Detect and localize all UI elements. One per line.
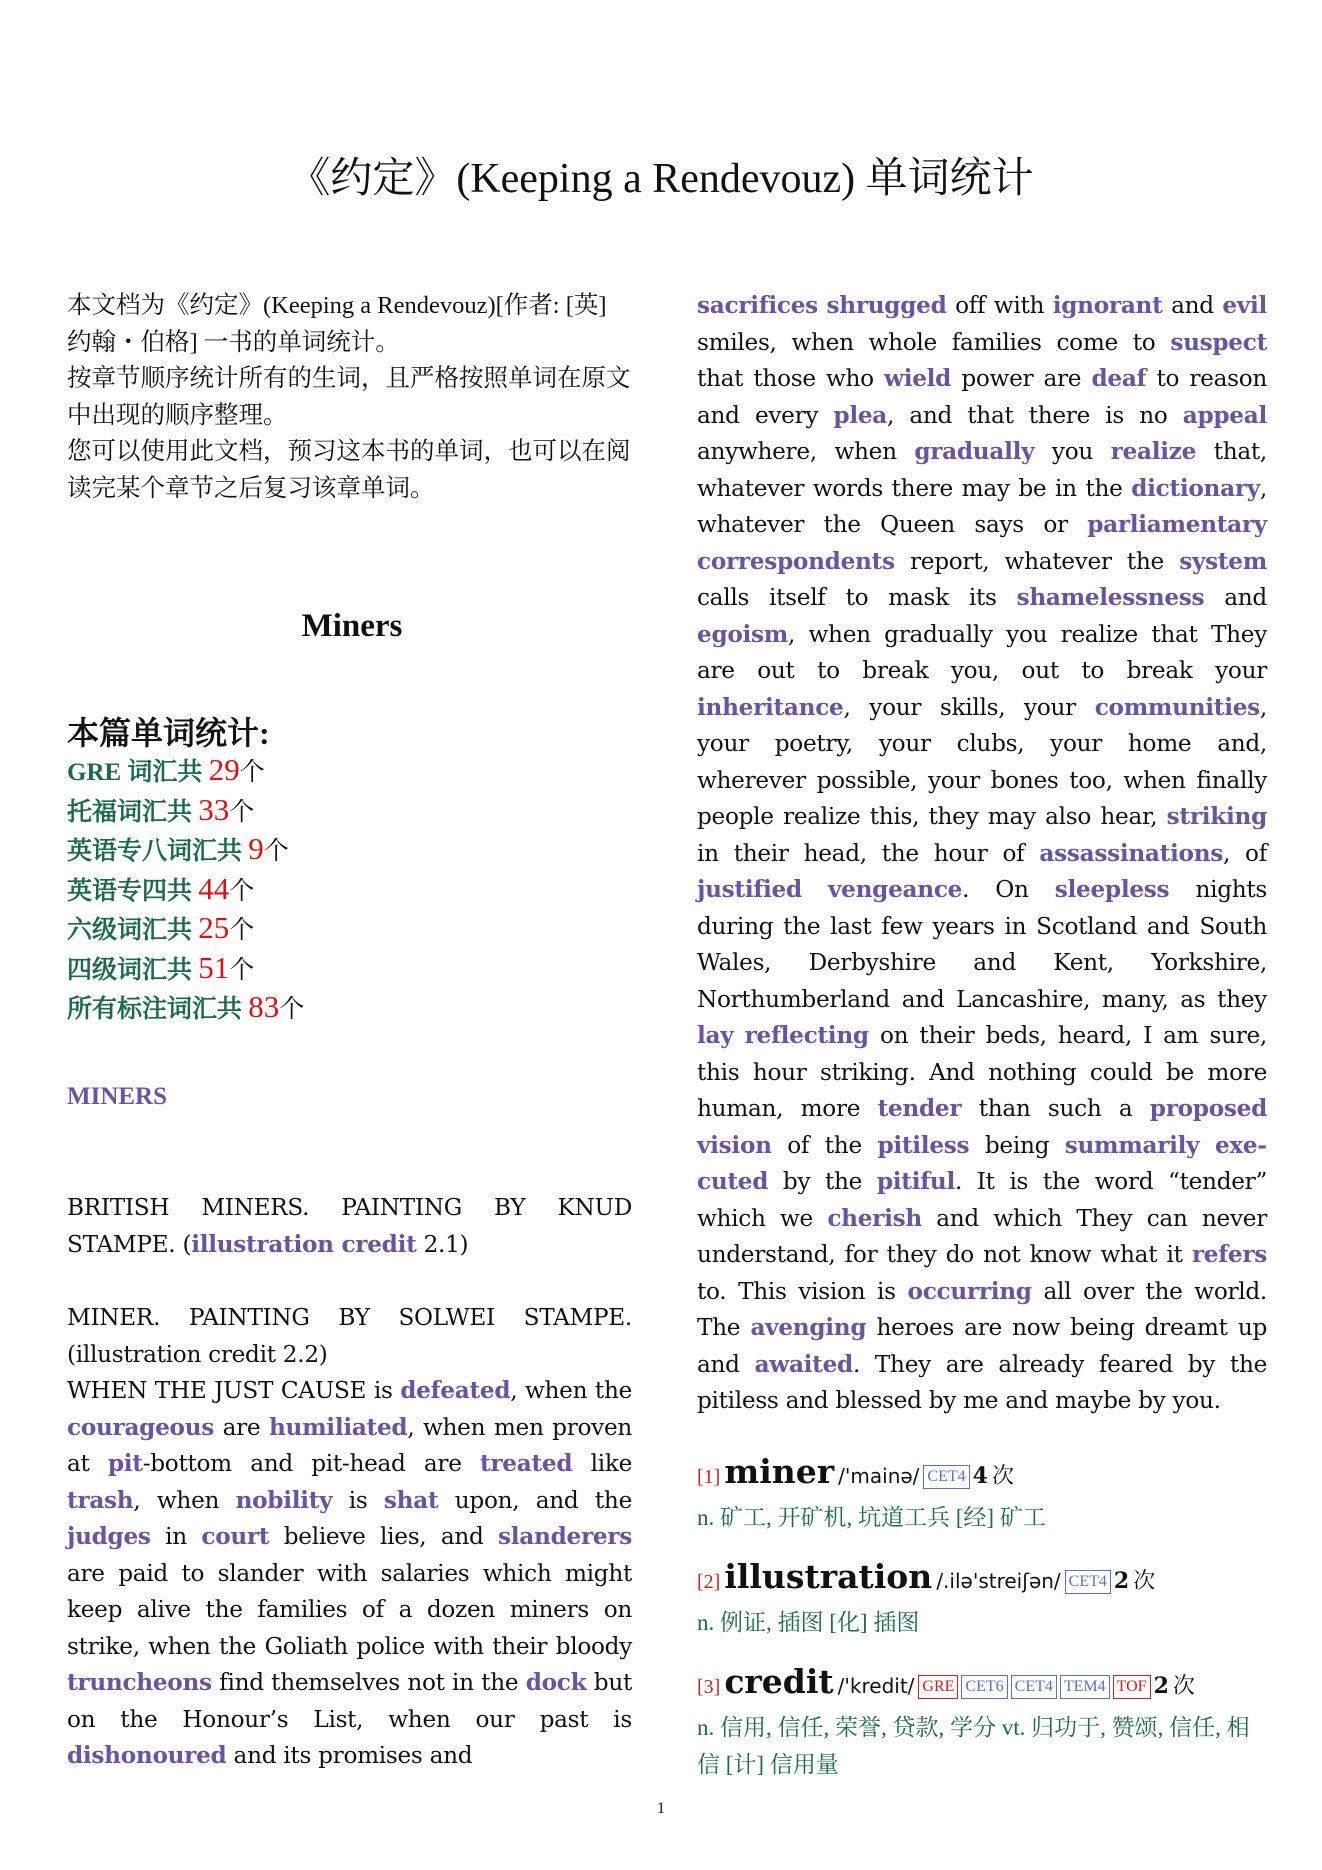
passage-text: find themselves not in the	[211, 1669, 526, 1696]
passage-text: anywhere, when	[697, 438, 915, 465]
vocab-highlight: treated	[479, 1450, 573, 1477]
vocab-highlight: tender	[877, 1095, 962, 1122]
vocab-highlight: pitiful	[876, 1168, 955, 1195]
passage-text: heroes are now being dreamt up and	[697, 1314, 1267, 1378]
passage-text: of the	[771, 1131, 878, 1159]
passage-text: being	[969, 1131, 1065, 1159]
vocab-word: illustration	[724, 1557, 933, 1596]
vocab-highlight: slanderers	[498, 1523, 632, 1550]
exam-tag-cet6: CET6	[961, 1675, 1007, 1699]
vocab-highlight: occurring	[907, 1277, 1032, 1305]
vocab-highlight: nobility	[235, 1486, 333, 1514]
passage-text: are	[214, 1413, 269, 1441]
vocab-highlight: appeal	[1182, 401, 1267, 429]
vocab-highlight: gradually	[914, 438, 1035, 465]
passage-text: -bottom and pit-head are	[142, 1450, 480, 1477]
vocab-word: credit	[724, 1662, 834, 1701]
passage-text: , and that there is no	[887, 401, 1183, 429]
passage-text: . On	[962, 876, 1055, 903]
stat-row-cet6	[67, 910, 304, 950]
vocab-highlight: communities	[1094, 693, 1260, 721]
vocab-phonetic: /'mainə/	[838, 1464, 920, 1488]
vocab-highlight: lay	[697, 1022, 734, 1049]
vocab-highlight: parliamentary	[1087, 511, 1267, 538]
vocab-header	[697, 1662, 1267, 1709]
passage-text: , whatever the Queen says or	[697, 474, 1267, 538]
stat-label: GRE 词汇共	[67, 759, 203, 786]
stat-label: 托福词汇共	[67, 798, 193, 826]
vocab-tags	[1065, 1575, 1114, 1592]
passage-text: report, whatever the	[894, 547, 1180, 575]
vocab-highlight: dishonoured	[67, 1742, 227, 1769]
passage-text: and	[1162, 292, 1223, 319]
vocab-highlight: shat	[383, 1486, 439, 1514]
stat-unit: 个	[279, 996, 305, 1023]
vocab-highlight: inheritance	[697, 693, 844, 721]
vocab-highlight: summarily	[1064, 1131, 1200, 1159]
exam-tag-cet4: CET4	[923, 1465, 969, 1489]
passage-text: in their head, the hour of	[697, 839, 1040, 867]
passage-text: power are	[951, 365, 1092, 392]
passage-text: , your poetry, your clubs, your home and, wherever possible, your bones too, when finally people realize this, they may also hear,	[697, 693, 1267, 830]
passage-text: , your skills, your	[843, 693, 1095, 721]
exam-tag-tof: TOF	[1113, 1675, 1151, 1699]
vocab-times-label: 次	[1172, 1673, 1195, 1698]
vocab-entry	[697, 1557, 1267, 1641]
intro-section	[67, 288, 637, 507]
stat-label: 四级词汇共	[67, 956, 193, 984]
passage-text: . They are already feared by the pitiless and blessed by me and maybe by you.	[697, 1350, 1267, 1414]
caption-text: 2.1)	[416, 1230, 469, 1258]
stat-count: 33	[198, 791, 230, 827]
stat-row-all	[67, 989, 304, 1029]
vocab-word: miner	[724, 1452, 835, 1491]
passage-text: but on the Honour’s List, when our past is	[67, 1669, 633, 1733]
vocab-highlight: pit	[107, 1450, 143, 1477]
vocab-highlight: executed	[697, 1131, 1267, 1195]
vocab-highlight: vengeance	[828, 876, 963, 903]
vocab-definition: n. 信用, 信任, 荣誉, 贷款, 学分 vt. 归功于, 赞颂, 信任, 相信 [计] 信用量	[697, 1715, 1250, 1777]
vocab-highlight: shamelessness	[1016, 584, 1205, 611]
vocab-highlight: assassinations	[1039, 839, 1224, 867]
caption-2-block	[67, 1300, 632, 1775]
exam-tag-gre: GRE	[918, 1675, 958, 1699]
section-label: MINERS	[67, 1083, 168, 1110]
intro-paragraph: 本文档为《约定》(Keeping a Rendevouz)[作者: [英] 约翰・伯格] 一书的单词统计。	[67, 292, 607, 356]
stat-unit: 个	[229, 956, 255, 984]
passage-text	[733, 1022, 744, 1049]
passage-text: that, whatever words there may be in the	[697, 438, 1267, 502]
vocab-highlight: truncheons	[67, 1669, 212, 1696]
stat-unit: 个	[263, 838, 289, 865]
stat-row-tem8	[67, 831, 304, 871]
vocab-highlight: defeated	[400, 1377, 511, 1404]
vocab-highlight: striking	[1166, 803, 1267, 830]
passage-text: by the	[768, 1168, 877, 1195]
stat-label: 英语专四共	[67, 877, 193, 905]
vocab-highlight: shrugged	[826, 292, 947, 319]
vocab-highlight: egoism	[697, 620, 789, 648]
page-number: 1	[657, 1800, 665, 1817]
passage-text: smiles, when whole families come to	[697, 328, 1171, 356]
vocab-highlight: cherish	[827, 1204, 922, 1232]
vocab-highlight: court	[201, 1523, 270, 1550]
vocab-index: [1]	[697, 1466, 721, 1488]
passage-right	[697, 288, 1267, 1420]
vocab-highlight: refers	[1191, 1241, 1267, 1268]
passage-text: believe lies, and	[269, 1523, 499, 1550]
stat-row-cet4	[67, 950, 304, 990]
stat-unit: 个	[229, 877, 255, 905]
vocab-tags	[918, 1680, 1153, 1697]
passage-text: are paid to slander with salaries which might keep alive the families of a dozen miners on strike, when the Goliath police with their bloody	[67, 1559, 632, 1660]
vocab-highlight: avenging	[750, 1314, 867, 1341]
passage-text: off with	[946, 292, 1053, 319]
vocab-highlight: plea	[833, 401, 888, 429]
vocab-phonetic: /'kredit/	[837, 1674, 915, 1698]
stat-row-toefl	[67, 792, 304, 832]
vocab-highlight: sleepless	[1054, 876, 1170, 903]
vocab-count: 2	[1113, 1568, 1130, 1594]
vocab-highlight: ignorant	[1052, 292, 1163, 319]
vocab-entry	[697, 1662, 1267, 1783]
vocab-header	[697, 1452, 1267, 1499]
intro-paragraph: 按章节顺序统计所有的生词，且严格按照单词在原文中出现的顺序整理。	[67, 365, 631, 429]
vocab-highlight: pitiless	[877, 1131, 970, 1159]
vocab-highlight: justified	[697, 876, 802, 903]
passage-text: and its promises and	[226, 1742, 473, 1769]
intro-paragraph: 您可以使用此文档，预习这本书的单词，也可以在阅读完某个章节之后复习该章单词。	[67, 438, 631, 502]
exam-tag-cet4: CET4	[1011, 1675, 1057, 1699]
vocab-index: [2]	[697, 1571, 721, 1593]
vocab-highlight: evil	[1222, 292, 1268, 319]
passage-text: , when the	[510, 1377, 632, 1404]
vocab-highlight: correspondents	[697, 547, 895, 575]
stat-label: 英语专八词汇共	[67, 838, 243, 865]
vocab-highlight: awaited	[754, 1350, 853, 1378]
passage-text: and	[1204, 584, 1267, 611]
vocab-highlight: trash	[67, 1486, 134, 1514]
exam-tag-tem4: TEM4	[1060, 1675, 1110, 1699]
caption-2: MINER. PAINTING BY SOLWEI STAMPE. (illustration credit 2.2)	[67, 1304, 632, 1368]
stat-count: 25	[198, 910, 230, 945]
passage-text: on their beds, heard, I am sure, this hour striking. And nothing could be more human, more	[697, 1022, 1267, 1122]
vocab-times-label: 次	[991, 1463, 1014, 1488]
passage-text: , when men proven at	[67, 1413, 633, 1477]
passage-text: , of	[1223, 839, 1267, 867]
passage-text: you	[1034, 438, 1111, 465]
passage-text: calls itself to mask its	[697, 584, 1017, 611]
stats-heading: 本篇单词统计:	[67, 715, 270, 751]
passage-left	[67, 1373, 632, 1775]
exam-tag-cet4: CET4	[1065, 1570, 1111, 1594]
caption-1	[67, 1190, 632, 1263]
vocab-highlight: deaf	[1091, 365, 1147, 392]
vocab-header	[697, 1557, 1267, 1604]
vocab-highlight: dock	[525, 1669, 587, 1696]
vocab-times-label: 次	[1133, 1568, 1156, 1593]
vocab-definition: n. 例证, 插图 [化] 插图	[697, 1610, 920, 1635]
vocab-highlight: illustration credit	[191, 1230, 417, 1258]
stat-unit: 个	[239, 759, 265, 786]
passage-text	[1199, 1132, 1215, 1159]
passage-text: WHEN THE JUST CAUSE is	[67, 1377, 401, 1404]
vocab-highlight: vision	[697, 1131, 772, 1159]
passage-text	[818, 292, 827, 319]
stat-count: 83	[248, 989, 280, 1024]
vocab-highlight: system	[1179, 547, 1267, 575]
passage-text	[802, 876, 828, 903]
stat-label: 六级词汇共	[67, 917, 193, 944]
passage-text: upon, and the	[438, 1486, 632, 1514]
vocab-highlight: proposed	[1149, 1095, 1267, 1122]
passage-text: all over the world. The	[697, 1277, 1267, 1341]
stat-count: 29	[208, 752, 240, 787]
stats-list	[67, 752, 304, 1029]
vocab-highlight: reflecting	[744, 1022, 869, 1049]
vocab-highlight: realize	[1110, 438, 1197, 465]
passage-text: than such a	[961, 1095, 1150, 1122]
right-column	[697, 288, 1267, 1420]
passage-text: to reason and every	[697, 365, 1267, 429]
vocab-highlight: sacrifices	[697, 292, 818, 319]
stat-row-gre	[67, 752, 304, 792]
passage-text: to. This vision is	[697, 1277, 908, 1305]
passage-text: that those who	[697, 365, 885, 392]
vocab-highlight: courageous	[67, 1413, 215, 1441]
vocab-definition: n. 矿工, 开矿机, 坑道工兵 [经] 矿工	[697, 1505, 1046, 1530]
chapter-title: Miners	[301, 608, 403, 644]
passage-text: , when gradually you realize that They are out to break you, out to break your	[697, 620, 1267, 684]
document-title: 《约定》(Keeping a Rendevouz) 单词统计	[288, 156, 1034, 202]
stat-row-tem4	[67, 871, 304, 911]
vocab-highlight: humiliated	[268, 1413, 408, 1441]
vocab-tags	[923, 1470, 972, 1487]
vocab-count: 2	[1153, 1673, 1169, 1699]
stat-unit: 个	[229, 917, 255, 944]
vocab-entry	[697, 1452, 1267, 1536]
stat-count: 44	[198, 870, 230, 906]
passage-text: , when	[133, 1486, 236, 1514]
stat-count: 9	[248, 831, 264, 866]
vocab-highlight: suspect	[1170, 328, 1267, 356]
passage-text: in	[150, 1523, 202, 1550]
vocab-index: [3]	[697, 1676, 721, 1698]
passage-text: . It is the word “tender” which we	[697, 1168, 1267, 1232]
vocab-highlight: dictionary	[1131, 474, 1260, 502]
stat-count: 51	[198, 949, 230, 985]
vocab-count: 4	[972, 1463, 988, 1489]
vocab-highlight: judges	[67, 1523, 151, 1550]
stat-unit: 个	[229, 798, 255, 826]
vocab-phonetic: /.ilə'streiʃən/	[936, 1569, 1061, 1593]
caption-text: BRITISH MINERS. PAINTING BY KNUD STAMPE. (	[67, 1194, 632, 1258]
passage-text: is	[332, 1486, 384, 1514]
passage-text: and which They can never understand, for they do not know what it	[697, 1204, 1267, 1268]
stat-label: 所有标注词汇共	[67, 996, 243, 1023]
passage-text: nights during the last few years in Scotland and South Wales, Derbyshire and Kent, Yorkshire, Northumberland and Lancashire, many, as they	[697, 876, 1267, 1013]
vocab-highlight: wield	[884, 365, 952, 392]
passage-text: like	[572, 1450, 632, 1477]
